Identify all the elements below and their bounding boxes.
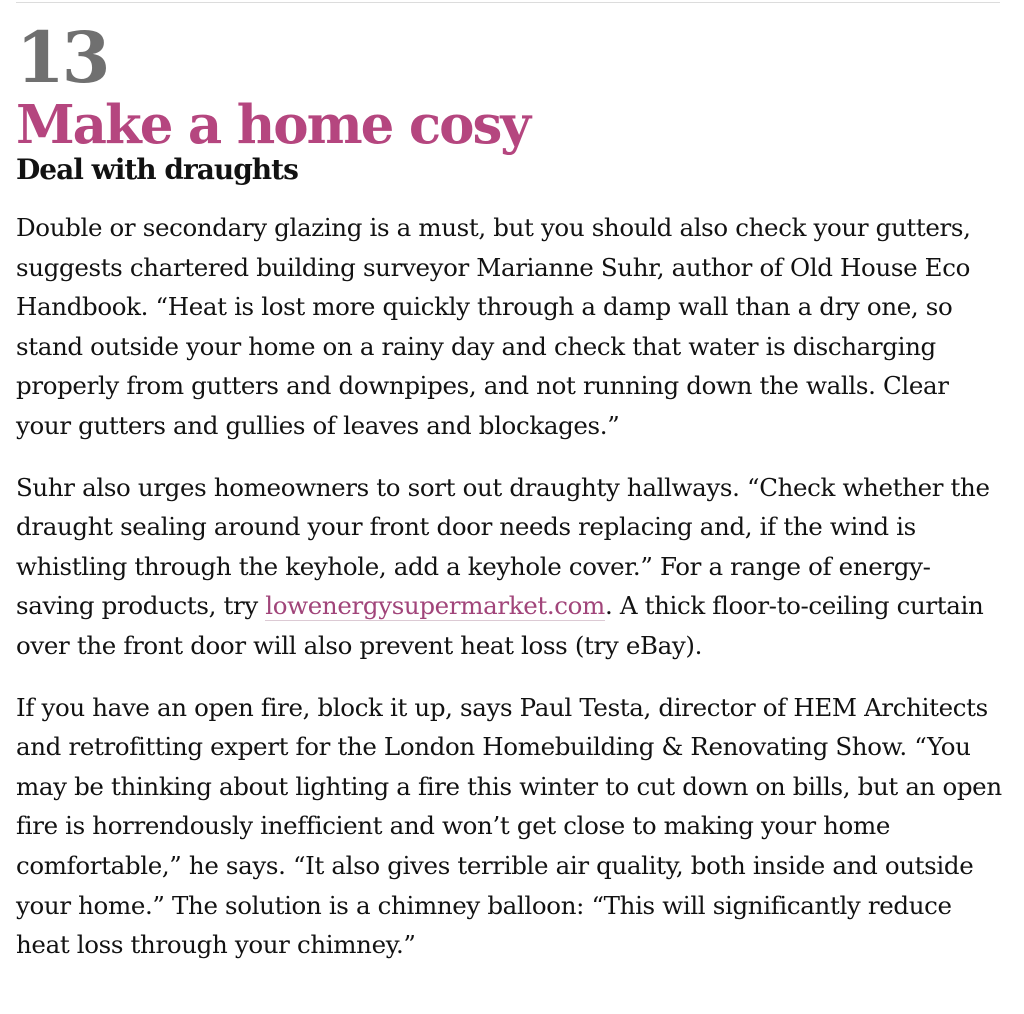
top-divider <box>16 2 1000 3</box>
paragraph-open-fire: If you have an open fire, block it up, says Paul Testa, director of HEM Architects and retrofitting expert for the London Homebuilding & Renovating Show. “You may be thinking about lighting a fire this winter to cut down on bills, but an open fire is horrendously inefficient and won’t get close to making your home comfortable,” he says. “It also gives terrible air quality, both inside and outside your home.” The solution is a chimney balloon: “This will significantly reduce heat loss through your chimney.” <box>16 692 1002 960</box>
paragraph-hallways-text-after: . A thick floor-to-ceiling curtain over the front door will also prevent heat loss (try eBay). <box>16 591 984 660</box>
article-section <box>16 14 1006 965</box>
article-subtitle: Deal with draughts <box>16 153 298 186</box>
article-title: Make a home cosy <box>16 94 530 156</box>
item-number: 13 <box>16 16 108 99</box>
paragraph-hallways-text-before: Suhr also urges homeowners to sort out draughty hallways. “Check whether the draught sealing around your front door needs replacing and, if the wind is whistling through the keyhole, add a keyhole cover.” For a range of energy-saving products, try <box>16 472 990 621</box>
paragraph-hallways <box>16 468 1006 666</box>
lowenergysupermarket-link[interactable]: lowenergysupermarket.com <box>265 591 605 621</box>
paragraph-glazing: Double or secondary glazing is a must, but you should also check your gutters, suggests chartered building surveyor Marianne Suhr, author of Old House Eco Handbook. “Heat is lost more quickly through a damp wall than a dry one, so stand outside your home on a rainy day and check that water is discharging properly from gutters and downpipes, and not running down the walls. Clear your gutters and gullies of leaves and blockages.” <box>16 213 971 440</box>
